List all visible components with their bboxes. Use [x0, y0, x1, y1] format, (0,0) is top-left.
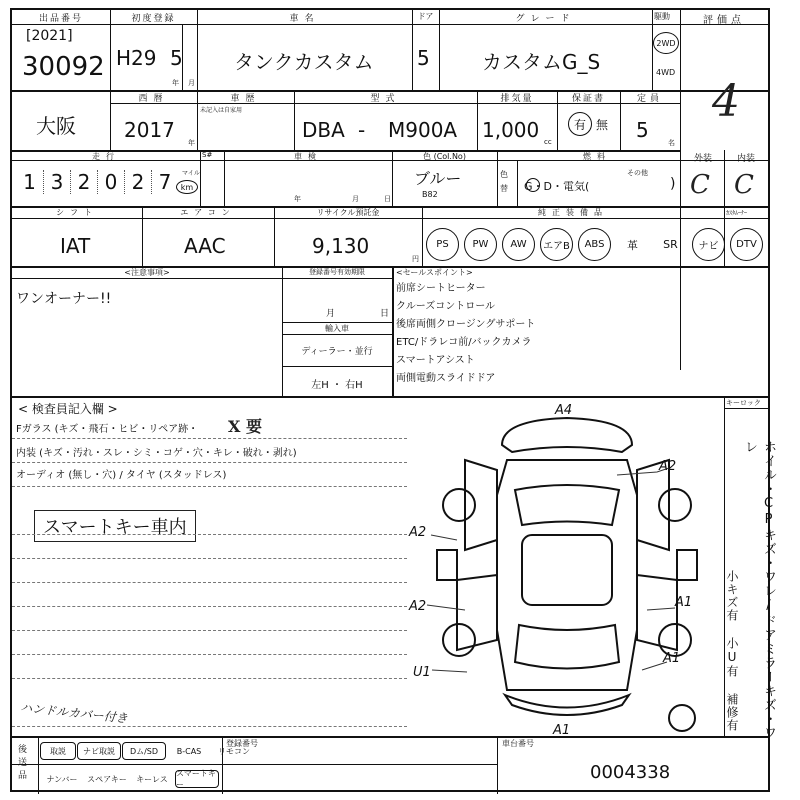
caution-text: ワンオーナー!! — [16, 291, 112, 307]
returned-item: B-CAS — [176, 746, 202, 756]
returned-item: リモコン — [218, 746, 250, 756]
mark-left-front: A2 — [409, 525, 427, 540]
color-label: 色 (Col.No) — [423, 152, 466, 161]
model-label: 型式 — [370, 94, 401, 104]
fglass-line: Fガラス (キズ・飛石・ヒビ・リペア跡・ — [16, 424, 199, 435]
unit-km: km — [176, 180, 198, 194]
mark-left-sill: U1 — [413, 665, 431, 680]
wheel-mirror-legend: ホイル・CPキズ・ワレ/ドアミラーキズ・ワレ — [742, 440, 776, 740]
chassis-number: 0004338 — [590, 762, 671, 783]
fuel-close: ) — [670, 176, 676, 192]
recycle-unit: 円 — [412, 255, 419, 263]
int-label: 内装 — [736, 154, 755, 164]
fuel-label: 燃料 — [583, 152, 611, 161]
lot-label: 出品番号 — [38, 14, 83, 24]
inspection-label: 車検 — [294, 152, 322, 161]
sales-point: クルーズコントロール — [396, 301, 495, 312]
damage-legend: 小キズ有 小U有 補修有 — [725, 570, 739, 732]
equip-5: 革 — [627, 238, 638, 252]
ac-label: エアコン — [180, 208, 236, 217]
inspector-title: < 検査員記入欄 > — [18, 402, 118, 416]
equip-4: ABS — [578, 228, 611, 261]
mileage-digit: 2 — [70, 170, 97, 194]
returned-item: ナビ取説 — [77, 742, 121, 760]
doors: 5 — [417, 46, 430, 70]
fuel-g-circle — [526, 178, 540, 192]
handle-side: 左H ・ 右H — [311, 380, 363, 391]
sales-label: <セールスポイント> — [396, 268, 473, 277]
equip-7: ナビ — [692, 228, 725, 261]
first-reg-month: 5 — [170, 46, 183, 70]
mileage-digit: 0 — [97, 170, 124, 194]
mileage-digit: 1 — [23, 170, 36, 194]
drive-label: 駆動 — [654, 12, 670, 21]
grade-label: グレード — [515, 14, 576, 24]
car-name: タンクカスタム — [234, 50, 374, 74]
ext-label: 外装 — [693, 154, 712, 164]
sales-point: 両側電動スライドドア — [396, 373, 496, 384]
mark-left-rear: A2 — [409, 599, 427, 614]
mark-right-front: A2 — [659, 459, 677, 474]
lot-number: 30092 — [22, 52, 105, 82]
interior-line: 内装 (キズ・汚れ・スレ・シミ・コゲ・穴・キレ・破れ・剥れ) — [16, 448, 297, 459]
fuel-options: G・D・電気( — [524, 180, 590, 193]
sales-point: スマートアシスト — [396, 355, 475, 366]
returned-item: ナンバー — [46, 774, 78, 784]
displacement: 1,000 — [482, 118, 540, 142]
drive-2wd: 2WD — [653, 32, 679, 54]
memo-smartkey: スマートキー車内 — [34, 510, 196, 542]
shift-label: シフト — [56, 208, 98, 217]
score: 4 — [712, 76, 740, 127]
returned-item: キーレス — [136, 774, 168, 784]
replace-label: S# — [202, 151, 213, 159]
reg-number-label: 登録番号 — [226, 739, 258, 748]
audio-line: オーディオ (無し・穴) / タイヤ (スタッドレス) — [16, 470, 227, 481]
returned-item: スマートキー — [175, 770, 219, 788]
chassis-label: 車台番号 — [502, 739, 534, 748]
mileage-digit: 2 — [124, 170, 151, 194]
import-label: 輸入車 — [325, 324, 349, 333]
month-unit: 月 — [188, 79, 195, 87]
caution-label: <注意事項> — [124, 268, 170, 277]
mark-rear: A1 — [553, 723, 571, 735]
model-year: 2017 — [124, 118, 175, 142]
equip-3: エアB — [540, 228, 573, 261]
equip-8: DTV — [730, 228, 763, 261]
grade: カスタムG_S — [482, 50, 601, 74]
reg-month: 月 — [326, 309, 336, 319]
import-type: ディーラー・並行 — [301, 347, 373, 357]
mileage-digit: 7 — [151, 170, 178, 194]
equipment-list — [424, 222, 768, 264]
int-grade: C — [734, 170, 754, 200]
mark-right-rear: A1 — [675, 595, 693, 610]
recycle-label: リサイクル預託金 — [316, 208, 380, 217]
first-reg-label: 初度登録 — [131, 14, 176, 24]
returned-items-row2 — [40, 768, 222, 790]
location: 大阪 — [36, 114, 76, 138]
sales-points — [396, 280, 696, 388]
model-year-unit: 年 — [188, 139, 195, 147]
ac: AAC — [184, 234, 226, 258]
sales-point: 前席シートヒーター — [396, 283, 486, 294]
insp-year: 年 — [294, 195, 301, 203]
first-reg-era: H29 — [116, 46, 157, 70]
year-label: 西暦 — [138, 94, 169, 104]
sales-point: ETC/ドラレコ前/バックカメラ — [396, 337, 532, 348]
fglass-mark: X 要 — [228, 417, 262, 436]
score-label: 評価点 — [703, 15, 745, 26]
memo-handle-cover: ハンドルカバー付き — [19, 700, 129, 726]
equip-1: PW — [464, 228, 497, 261]
warranty-label: 保証書 — [571, 94, 605, 104]
ext-grade: C — [690, 170, 710, 200]
model-prefix: DBA — [302, 118, 345, 142]
history-label: 車歴 — [230, 94, 261, 104]
capacity-label: 定員 — [636, 94, 663, 104]
footer-left-label: 後送品 — [18, 745, 28, 781]
year-code: [2021] — [26, 28, 73, 44]
returned-item: Dム/SD — [122, 742, 166, 760]
insp-day: 日 — [384, 195, 391, 203]
color-change: 色替 — [500, 170, 508, 193]
returned-item: 取説 — [40, 742, 76, 760]
mileage-label: 走行 — [92, 152, 120, 161]
warranty-no: 無 — [596, 118, 609, 132]
recycle-fee: 9,130 — [312, 234, 370, 258]
disp-unit: cc — [544, 138, 552, 146]
history-note: 未記入は自家用 — [200, 107, 243, 114]
fuel-other: その他 — [627, 169, 648, 177]
mileage-digits — [12, 170, 180, 200]
color-code: B82 — [422, 190, 438, 199]
door-label: ドア — [417, 12, 434, 21]
drive-4wd: 4WD — [656, 68, 676, 77]
reg-day: 日 — [380, 309, 390, 319]
disp-label: 排気量 — [500, 94, 534, 104]
insp-month: 月 — [352, 195, 359, 203]
mark-front: A4 — [555, 403, 573, 418]
equip-6: SR — [663, 238, 678, 251]
equip-label: 純正装備品 — [538, 208, 608, 217]
unit-mile: マイル — [182, 170, 200, 177]
warranty-yes: 有 — [568, 112, 592, 136]
model-dash: - — [358, 118, 366, 142]
year-unit: 年 — [172, 79, 179, 87]
shift: IAT — [60, 234, 91, 258]
equip-2: AW — [502, 228, 535, 261]
returned-item: スペアキー — [87, 774, 127, 784]
car-diagram — [407, 400, 727, 735]
model-code: M900A — [388, 118, 458, 142]
capacity: 5 — [636, 118, 649, 142]
color: ブルー — [414, 169, 462, 188]
mileage-digit: 3 — [43, 170, 70, 194]
tuner-label: ｶｽﾀﾑｰﾅｰ — [726, 210, 748, 217]
keylock-label: キーロック — [726, 399, 761, 407]
reg-expiry-label: 登録番号有効期限 — [309, 268, 365, 276]
mark-right-sill: A1 — [663, 651, 681, 666]
sales-point: 後席両側クロージングサポート — [396, 319, 536, 330]
capacity-unit: 名 — [668, 139, 675, 147]
equip-0: PS — [426, 228, 459, 261]
auction-sheet — [10, 8, 776, 792]
car-name-label: 車名 — [289, 14, 320, 24]
